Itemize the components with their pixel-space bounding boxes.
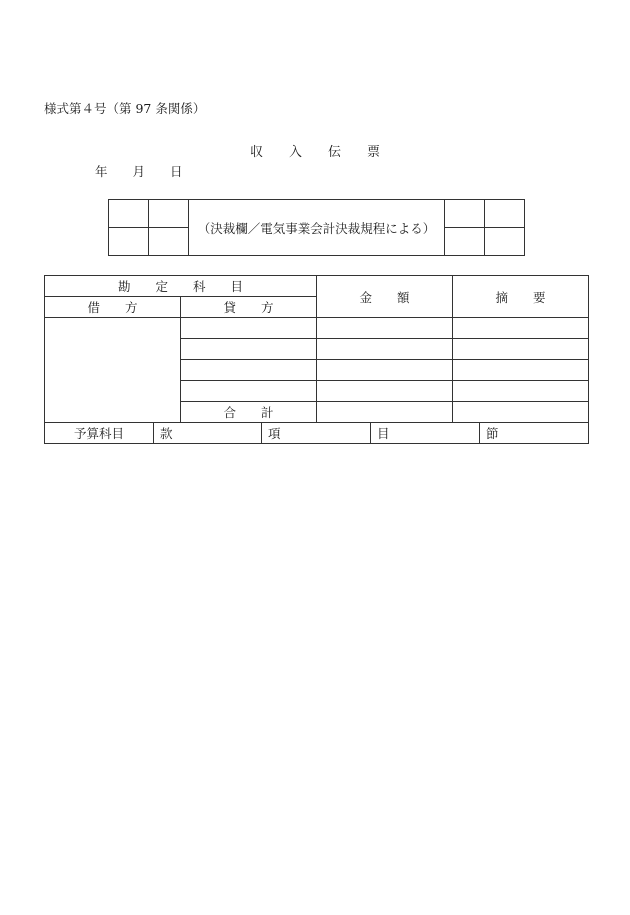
approval-stamp-table	[108, 199, 525, 256]
approval-note: （決裁欄／電気事業会計決裁規程による）	[189, 200, 445, 256]
amount-entry-cell[interactable]	[317, 318, 453, 339]
form-number-label: 様式第４号（第 97 条関係）	[44, 101, 206, 116]
budget-subject-label: 予算科目	[45, 423, 154, 444]
credit-entry-cell[interactable]	[181, 381, 317, 402]
approval-stamp-cell[interactable]	[109, 200, 149, 228]
document-title: 収 入 伝 票	[249, 145, 380, 160]
approval-stamp-cell[interactable]	[445, 200, 485, 228]
credit-entry-cell[interactable]	[181, 360, 317, 381]
summary-entry-cell[interactable]	[453, 381, 589, 402]
credit-header: 貸 方	[181, 297, 317, 318]
budget-kou-cell[interactable]: 項	[262, 423, 371, 444]
total-summary-cell[interactable]	[453, 402, 589, 423]
approval-stamp-cell[interactable]	[149, 200, 189, 228]
summary-entry-cell[interactable]	[453, 360, 589, 381]
approval-stamp-cell[interactable]	[445, 228, 485, 256]
credit-entry-cell[interactable]	[181, 339, 317, 360]
summary-header: 摘 要	[453, 276, 589, 318]
summary-entry-cell[interactable]	[453, 339, 589, 360]
debit-header: 借 方	[45, 297, 181, 318]
account-subject-header: 勘 定 科 目	[45, 276, 317, 297]
approval-stamp-cell[interactable]	[149, 228, 189, 256]
total-label: 合 計	[181, 402, 317, 423]
total-amount-cell[interactable]	[317, 402, 453, 423]
amount-entry-cell[interactable]	[317, 360, 453, 381]
amount-entry-cell[interactable]	[317, 381, 453, 402]
debit-entry-cell[interactable]	[45, 318, 181, 423]
credit-entry-cell[interactable]	[181, 318, 317, 339]
approval-stamp-cell[interactable]	[485, 200, 525, 228]
amount-entry-cell[interactable]	[317, 339, 453, 360]
budget-moku-cell[interactable]: 目	[371, 423, 480, 444]
approval-stamp-cell[interactable]	[109, 228, 149, 256]
date-line: 年 月 日	[95, 164, 183, 179]
ledger-table	[44, 275, 589, 444]
approval-stamp-cell[interactable]	[485, 228, 525, 256]
summary-entry-cell[interactable]	[453, 318, 589, 339]
budget-kan-cell[interactable]: 款	[154, 423, 262, 444]
budget-setsu-cell[interactable]: 節	[480, 423, 589, 444]
amount-header: 金 額	[317, 276, 453, 318]
